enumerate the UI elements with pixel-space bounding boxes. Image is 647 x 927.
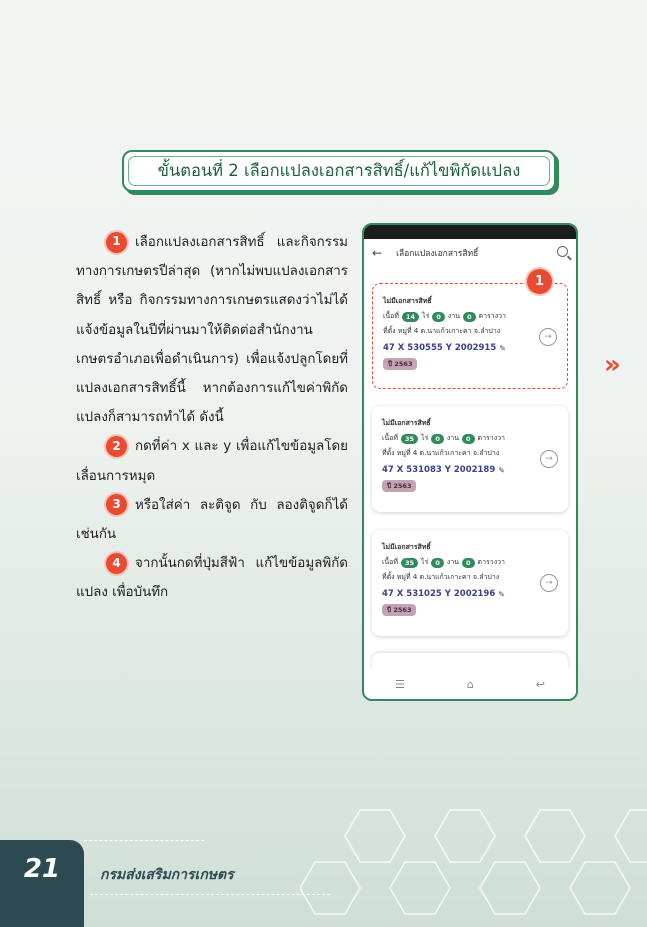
area-row: เนื้อที่ 35 ไร่ 0 งาน 0 ตารางวา <box>382 434 505 443</box>
status-bar <box>364 225 576 239</box>
wa-badge: 0 <box>462 558 475 568</box>
paragraph-1: 1 เลือกแปลงเอกสารสิทธิ์ และกิจกรรมทางการเกษตรปีล่าสุด (หากไม่พบแปลงเอกสารสิทธิ์ หรือ กิจกรรมทางการเกษตรแสดงว่าไม่ได้แจ้งข้อมูลในปีที่ผ่านมาให้ติดต่อสำนักงานเกษตรอำเภอเพื่อดำเนินการ) เพื่อแจ้งปลูกโดยที่แปลงเอกสารสิทธิ์นี้ หากต้องการแก้ไขค่าพิกัดแปลงก็สามารถทำได้ ดังนี้ <box>76 228 348 432</box>
wa-badge: 0 <box>463 312 476 322</box>
ngan-badge: 0 <box>431 434 444 444</box>
double-chevron-right-icon[interactable]: » <box>604 350 621 380</box>
ngan-badge: 0 <box>432 312 445 322</box>
edit-pencil-icon[interactable]: ✎ <box>498 465 505 475</box>
decorative-dash <box>90 894 330 895</box>
doc-status: ไม่มีเอกสารสิทธิ์ <box>382 419 431 427</box>
department-name: กรมส่งเสริมการเกษตร <box>100 867 234 883</box>
location: ที่ตั้ง หมู่ที่ 4 ต.นาแก้วเกาะคา จ.ลำปาง <box>383 327 501 335</box>
decorative-dash <box>84 840 204 841</box>
plot-card[interactable] <box>372 406 568 512</box>
back-arrow-icon[interactable]: ← <box>372 246 383 260</box>
coords-link[interactable]: 47 X 531025 Y 2002196 ✎ <box>382 589 505 599</box>
app-header <box>364 239 576 267</box>
plot-card-partial <box>372 653 568 669</box>
doc-status: ไม่มีเอกสารสิทธิ์ <box>383 297 432 305</box>
paragraph-3: 3 หรือใส่ค่า ละติจูด กับ ลองติจูดก็ได้เช่นกัน <box>76 491 348 549</box>
arrow-right-icon[interactable]: → <box>540 574 558 592</box>
location: ที่ตั้ง หมู่ที่ 4 ต.นาแก้วเกาะคา จ.ลำปาง <box>382 449 500 457</box>
year-badge: ปี 2563 <box>382 604 416 616</box>
paragraph-2: 2 กดที่ค่า x และ y เพื่อแก้ไขข้อมูลโดยเลื่อนการหมุด <box>76 432 348 490</box>
page-number: 21 <box>0 840 84 927</box>
step-number: 3 <box>106 494 127 515</box>
step-number: 2 <box>106 436 127 457</box>
step-number: 4 <box>106 553 127 574</box>
edit-pencil-icon[interactable]: ✎ <box>498 589 505 599</box>
area-row: เนื้อที่ 14 ไร่ 0 งาน 0 ตารางวา <box>383 312 506 321</box>
wa-badge: 0 <box>462 434 475 444</box>
arrow-right-icon[interactable]: → <box>539 328 557 346</box>
section-title: ขั้นตอนที่ 2 เลือกแปลงเอกสารสิทธิ์/แก้ไขพิกัดแปลง <box>122 150 556 192</box>
hexagon-pattern <box>300 790 647 927</box>
menu-icon[interactable]: ☰ <box>394 677 405 691</box>
coords-link[interactable]: 47 X 531083 Y 2002189 ✎ <box>382 465 505 475</box>
phone-mockup <box>362 223 578 701</box>
search-icon[interactable] <box>557 246 568 257</box>
area-row: เนื้อที่ 35 ไร่ 0 งาน 0 ตารางวา <box>382 558 505 567</box>
year-badge: ปี 2563 <box>382 480 416 492</box>
android-navbar <box>364 669 576 699</box>
back-icon[interactable]: ↩ <box>535 677 545 691</box>
plot-card[interactable] <box>372 530 568 636</box>
coords-link[interactable]: 47 X 530555 Y 2002915 ✎ <box>383 343 506 353</box>
plot-card[interactable] <box>372 283 568 389</box>
step-number: 1 <box>106 232 127 253</box>
home-icon[interactable]: ⌂ <box>466 677 474 691</box>
rai-badge: 14 <box>402 312 419 322</box>
arrow-right-icon[interactable]: → <box>540 450 558 468</box>
rai-badge: 35 <box>401 434 418 444</box>
edit-pencil-icon[interactable]: ✎ <box>499 343 506 353</box>
step-marker: 1 <box>527 269 552 294</box>
year-badge: ปี 2563 <box>383 358 417 370</box>
instructions <box>76 228 348 608</box>
location: ที่ตั้ง หมู่ที่ 4 ต.นาแก้วเกาะคา จ.ลำปาง <box>382 573 500 581</box>
rai-badge: 35 <box>401 558 418 568</box>
header-title: เลือกแปลงเอกสารสิทธิ์ <box>396 249 479 259</box>
paragraph-4: 4 จากนั้นกดที่ปุ่มสีฟ้า แก้ไขข้อมูลพิกัดแปลง เพื่อบันทึก <box>76 549 348 607</box>
doc-status: ไม่มีเอกสารสิทธิ์ <box>382 543 431 551</box>
ngan-badge: 0 <box>431 558 444 568</box>
